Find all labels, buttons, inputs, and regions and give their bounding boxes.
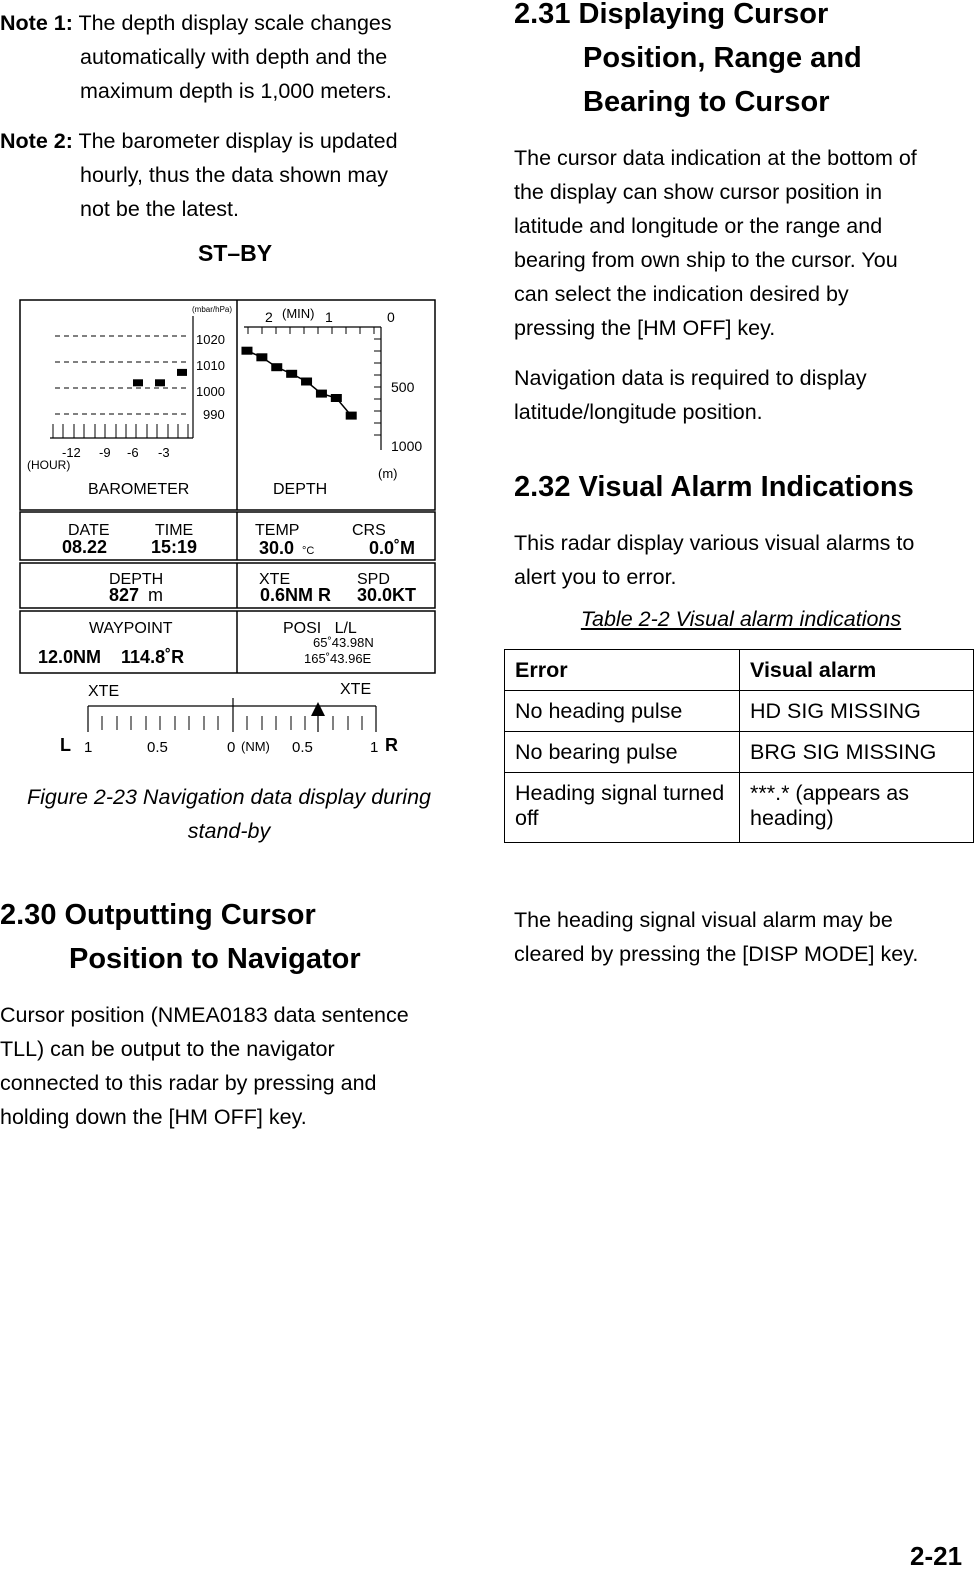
time-value: 15:19 — [151, 537, 198, 557]
section-2-31-para2 — [514, 361, 974, 429]
baro-x-unit: (HOUR) — [27, 458, 71, 472]
spd-label: SPD — [357, 571, 390, 588]
sec232-p2-0: The heading signal visual alarm may be — [514, 908, 893, 932]
table-cell: No heading pulse — [505, 691, 740, 732]
figure-title: ST–BY — [198, 240, 273, 266]
sec231-p1-3: bearing from own ship to the cursor. You — [514, 248, 898, 272]
barometer-label: BAROMETER — [88, 481, 190, 498]
table-cell: ***.* (appears as heading) — [740, 773, 974, 843]
depth-point — [271, 363, 282, 371]
posi-lon: 165˚43.96E — [304, 651, 372, 666]
caption-line1: Figure 2-23 Navigation data display during — [27, 785, 431, 809]
baro-tick-1000: 1000 — [196, 384, 225, 399]
depth-x-unit: (MIN) — [282, 306, 315, 321]
depth-point — [286, 370, 297, 378]
sec230-body-2: connected to this radar by pressing and — [0, 1071, 377, 1095]
note-2 — [0, 124, 460, 226]
table-row — [505, 691, 974, 732]
section-2-31-heading — [514, 0, 862, 124]
temp-unit: °C — [302, 545, 315, 557]
xte-tick-0: 0 — [227, 739, 236, 756]
sec231-line3: Bearing to Cursor — [583, 86, 830, 118]
depth-point — [256, 353, 267, 361]
depth-point — [346, 412, 357, 420]
xte-R: R — [385, 735, 398, 755]
sec231-p1-5: pressing the [HM OFF] key. — [514, 316, 776, 340]
xte-tick-1-left: 1 — [84, 739, 93, 756]
sec230-body-3: holding down the [HM OFF] key. — [0, 1105, 307, 1129]
barometer-marks — [133, 369, 187, 386]
depth-y-tick-500: 500 — [391, 379, 415, 395]
table-cell: HD SIG MISSING — [740, 691, 974, 732]
waypoint-label: WAYPOINT — [89, 620, 173, 637]
depth-label: DEPTH — [273, 481, 328, 498]
caption-line2: stand-by — [187, 819, 271, 843]
table-caption: Table 2-2 Visual alarm indications — [580, 607, 902, 631]
baro-x-tick-6: -6 — [127, 445, 139, 460]
sec231-p1-1: the display can show cursor position in — [514, 180, 883, 204]
sec231-p1-0: The cursor data indication at the bottom of — [514, 146, 917, 170]
note-2-line3: not be the latest. — [80, 197, 239, 221]
section-2-32-para1 — [514, 526, 974, 594]
temp-label: TEMP — [255, 522, 300, 539]
xte-tick-05-left: 0.5 — [147, 739, 168, 756]
sec231-p1-4: can select the indication desired by — [514, 282, 849, 306]
depth-y-unit: (m) — [378, 466, 398, 481]
page-number: 2-21 — [910, 1541, 963, 1571]
posi-lat: 65˚43.98N — [313, 635, 374, 650]
section-2-32-para2 — [514, 903, 974, 971]
graph-panel — [20, 300, 435, 510]
crs-label: CRS — [352, 522, 386, 539]
sec231-line1: 2.31 Displaying Cursor — [514, 0, 829, 30]
depth-unit: m — [148, 585, 163, 605]
sec232-p2-1: cleared by pressing the [DISP MODE] key. — [514, 942, 919, 966]
section-2-30-heading — [0, 893, 361, 981]
xte-scale-right-label: XTE — [340, 681, 372, 698]
depth-x-tick-0: 0 — [387, 309, 395, 325]
date-label: DATE — [68, 522, 110, 539]
barometer-point — [133, 379, 143, 386]
xte-tick-1-right: 1 — [370, 739, 379, 756]
note-1-label: Note 1: — [0, 11, 73, 35]
xte-tick-05-right: 0.5 — [292, 739, 313, 756]
table-header-error: Error — [505, 650, 740, 691]
navigation-data-display — [0, 290, 460, 770]
section-2-31-para1 — [514, 141, 974, 345]
depth-marks — [241, 347, 356, 420]
table-row — [505, 773, 974, 843]
sec230-body-1: TLL) can be output to the navigator — [0, 1037, 335, 1061]
baro-tick-990: 990 — [203, 407, 225, 422]
baro-x-tick-12: -12 — [62, 445, 81, 460]
note-1-line1: The depth display scale changes — [78, 11, 392, 35]
note-1 — [0, 6, 460, 108]
depth-row-label: DEPTH — [109, 571, 164, 588]
depth-point — [241, 347, 252, 355]
table-cell: Heading signal turned off — [505, 773, 740, 843]
depth-x-tick-2: 2 — [265, 309, 273, 325]
table-row — [505, 732, 974, 773]
spd-value: 30.0KT — [357, 585, 417, 605]
xte-L: L — [60, 735, 71, 755]
note-1-line2: automatically with depth and the — [80, 45, 388, 69]
barometer-unit: (mbar/hPa) — [192, 305, 233, 314]
depth-x-tick-1: 1 — [325, 309, 333, 325]
depth-y-tick-1000: 1000 — [391, 438, 423, 454]
sec231-p1-2: latitude and longitude or the range and — [514, 214, 883, 238]
table-cell: No bearing pulse — [505, 732, 740, 773]
time-label: TIME — [155, 522, 194, 539]
xte-value: 0.6NM R — [260, 585, 332, 605]
barometer-point — [177, 369, 187, 376]
barometer-point — [155, 379, 165, 386]
baro-x-tick-9: -9 — [99, 445, 111, 460]
sec231-line2: Position, Range and — [583, 42, 862, 74]
sec232-p1-0: This radar display various visual alarms to — [514, 531, 915, 555]
date-value: 08.22 — [62, 537, 108, 557]
visual-alarm-table — [504, 649, 974, 843]
table-header-visual-alarm: Visual alarm — [740, 650, 974, 691]
section-2-32-heading — [514, 465, 914, 509]
note-1-line3: maximum depth is 1,000 meters. — [80, 79, 392, 103]
depth-point — [301, 378, 312, 386]
note-2-label: Note 2: — [0, 129, 73, 153]
baro-x-tick-3: -3 — [158, 445, 170, 460]
table-cell: BRG SIG MISSING — [740, 732, 974, 773]
section-2-30-body — [0, 998, 470, 1134]
crs-value: 0.0˚M — [369, 538, 416, 558]
sec231-p2-1: latitude/longitude position. — [514, 400, 763, 424]
depth-point — [331, 394, 342, 402]
depth-point — [316, 390, 327, 398]
xte-scale-left-label: XTE — [88, 683, 120, 700]
posi-label: POSI L/L — [283, 620, 357, 637]
table-header-row — [505, 650, 974, 691]
baro-tick-1010: 1010 — [196, 358, 225, 373]
temp-value: 30.0 — [259, 538, 295, 558]
depth-value: 827 — [109, 585, 140, 605]
note-2-line1: The barometer display is updated — [78, 129, 398, 153]
waypoint-value: 12.0NM 114.8˚R — [38, 647, 185, 667]
xte-unit: (NM) — [241, 739, 270, 754]
xte-label: XTE — [259, 571, 291, 588]
sec230-body-0: Cursor position (NMEA0183 data sentence — [0, 1003, 409, 1027]
note-2-line2: hourly, thus the data shown may — [80, 163, 388, 187]
sec231-p2-0: Navigation data is required to display — [514, 366, 867, 390]
sec230-line2: Position to Navigator — [69, 943, 361, 975]
figure-caption — [0, 780, 458, 848]
sec230-line1: 2.30 Outputting Cursor — [0, 899, 316, 931]
baro-tick-1020: 1020 — [196, 332, 225, 347]
sec232-title: 2.32 Visual Alarm Indications — [514, 471, 914, 503]
sec232-p1-1: alert you to error. — [514, 565, 677, 589]
